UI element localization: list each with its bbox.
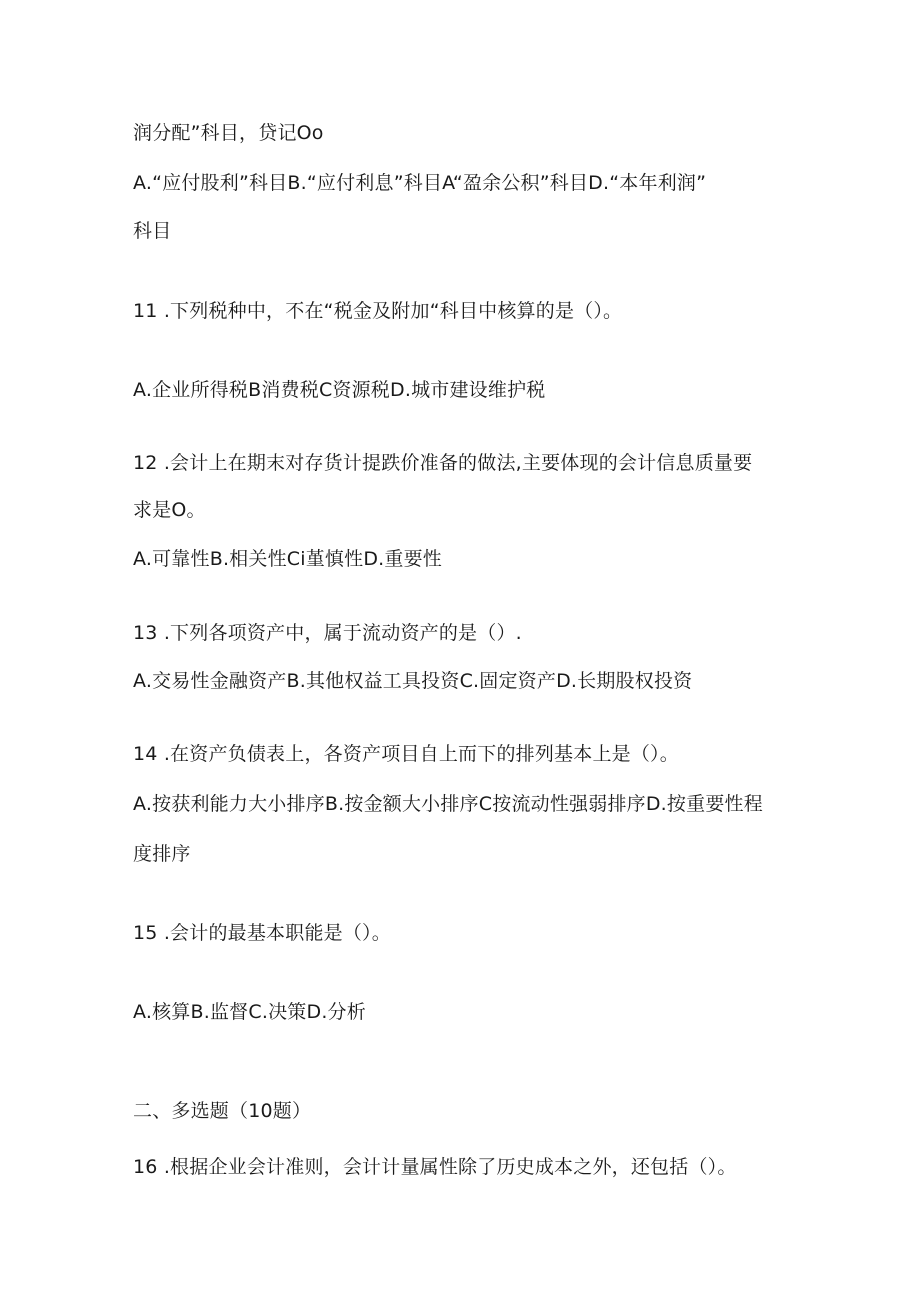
question-13-options: A.交易性金融资产B.其他权益工具投资C.固定资产D.长期股权投资 (133, 670, 693, 692)
question-12-options: A.可靠性B.相关性Ci堇慎性D.重要性 (133, 548, 442, 570)
text-line-q10-options: A.“应付股利”科目B.“应付利息”科目A“盈余公积”科目D.“本年利润” (133, 172, 707, 194)
section-heading-multiple-choice: 二、多选题（10题） (133, 1100, 312, 1122)
question-16: 16 .根据企业会计准则，会计计量属性除了历史成本之外，还包括（）。 (133, 1156, 737, 1178)
question-14-options-continuation: 度排序 (133, 843, 191, 865)
question-15: 15 .会计的最基本职能是（）。 (133, 922, 391, 944)
question-12-continuation: 求是O。 (133, 499, 206, 521)
question-11-options: A.企业所得税B消费税C资源税D.城市建设维护税 (133, 379, 546, 401)
text-line-q10-options-continuation: 科目 (133, 220, 172, 242)
question-13: 13 .下列各项资产中，属于流动资产的是（）. (133, 622, 522, 644)
question-14-options: A.按获利能力大小排序B.按金额大小排序C按流动性强弱排序D.按重要性程 (133, 793, 763, 815)
question-12: 12 .会计上在期末对存货计提跌价准备的做法,主要体现的会计信息质量要 (133, 452, 753, 474)
question-15-options: A.核算B.监督C.决策D.分析 (133, 1001, 366, 1023)
text-line-q10-continuation: 润分配”科目，贷记Oo (133, 122, 324, 144)
question-14: 14 .在资产负债表上，各资产项目自上而下的排列基本上是（）。 (133, 743, 679, 765)
question-11: 11 .下列税种中，不在“税金及附加“科目中核算的是（）。 (133, 300, 623, 322)
